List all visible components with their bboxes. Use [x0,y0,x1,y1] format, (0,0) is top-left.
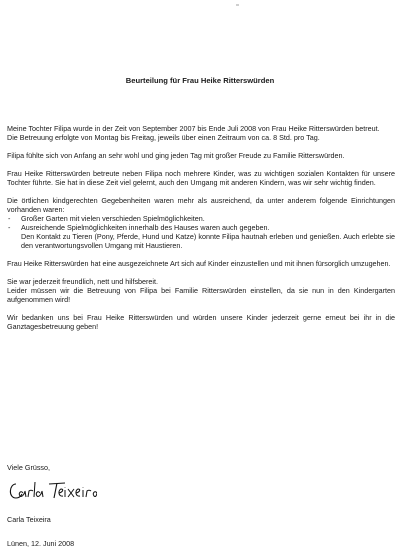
paragraph-caregiver-quality: Frau Heike Ritterswürden hat eine ausgezeichnete Art sich auf Kinder einzustellen und mit ihnen fürsorglich umzugehen. [7,259,391,268]
letter-body [7,124,395,340]
scan-speck [236,4,239,6]
paragraph-care-schedule: Die Betreuung erfolgte von Montag bis Freitag, jeweils über einen Zeitraum von ca. 8 Std. pro Tag. [7,133,320,142]
list-item: - Großer Garten mit vielen verschieden Spielmöglichkeiten. [7,214,395,223]
paragraph-wellbeing: Filipa fühlte sich von Anfang an sehr wohl und ging jeden Tag mit großer Freude zu Familie Ritterswürden. [7,151,345,160]
paragraph-end-of-care: Leider müssen wir die Betreuung von Filipa bei Familie Ritterswürden einstellen, da sie nun in den Kindergarten aufgenommen wird! [7,286,395,304]
closing-greeting: Viele Grüsso, [7,463,51,472]
list-item: Den Kontakt zu Tieren (Pony, Pferde, Hund und Katze) konnte Filipa hautnah erleben und genießen. Auch erlebte sie den verantwortungsvollen Umgang mit Haustieren. [21,232,395,250]
paragraph-care-period: Meine Tochter Filipa wurde in der Zeit von September 2007 bis Ende Juli 2008 von Frau Heike Ritterswürden betreut. [7,124,380,133]
list-item: - Ausreichende Spielmöglichkeiten innerhalb des Hauses waren auch gegeben. [7,223,395,232]
paragraph-social-contacts: Frau Heike Ritterswürden betreute neben Filipa noch mehrere Kinder, was zu wichtigen sozialen Kontakten für unsere Tochter führte. Sie hat in diese Zeit viel gelernt, auch den Umgang mit anderen Kindern, was wir sehr wichtig finden. [7,169,395,187]
signer-name: Carla Teixeira [7,515,51,524]
letter-title: Beurteilung für Frau Heike Ritterswürden [125,76,275,85]
place-and-date: Lünen, 12. Juni 2008 [7,539,75,548]
paragraph-facilities-intro: Die örtlichen kindgerechten Gegebenheiten waren mehr als ausreichend, da unter anderem folgende Einrichtungen vorhanden waren: [7,196,395,214]
paragraph-friendly: Sie war jederzeit freundlich, nett und hilfsbereit. [7,277,159,286]
facilities-list [7,214,395,250]
handwritten-signature [7,478,97,504]
paragraph-thanks: Wir bedanken uns bei Frau Heike Ritterswürden und würden unsere Kinder jederzeit gerne erneut bei ihr in die Ganztagesbetreuung geben! [7,313,395,331]
